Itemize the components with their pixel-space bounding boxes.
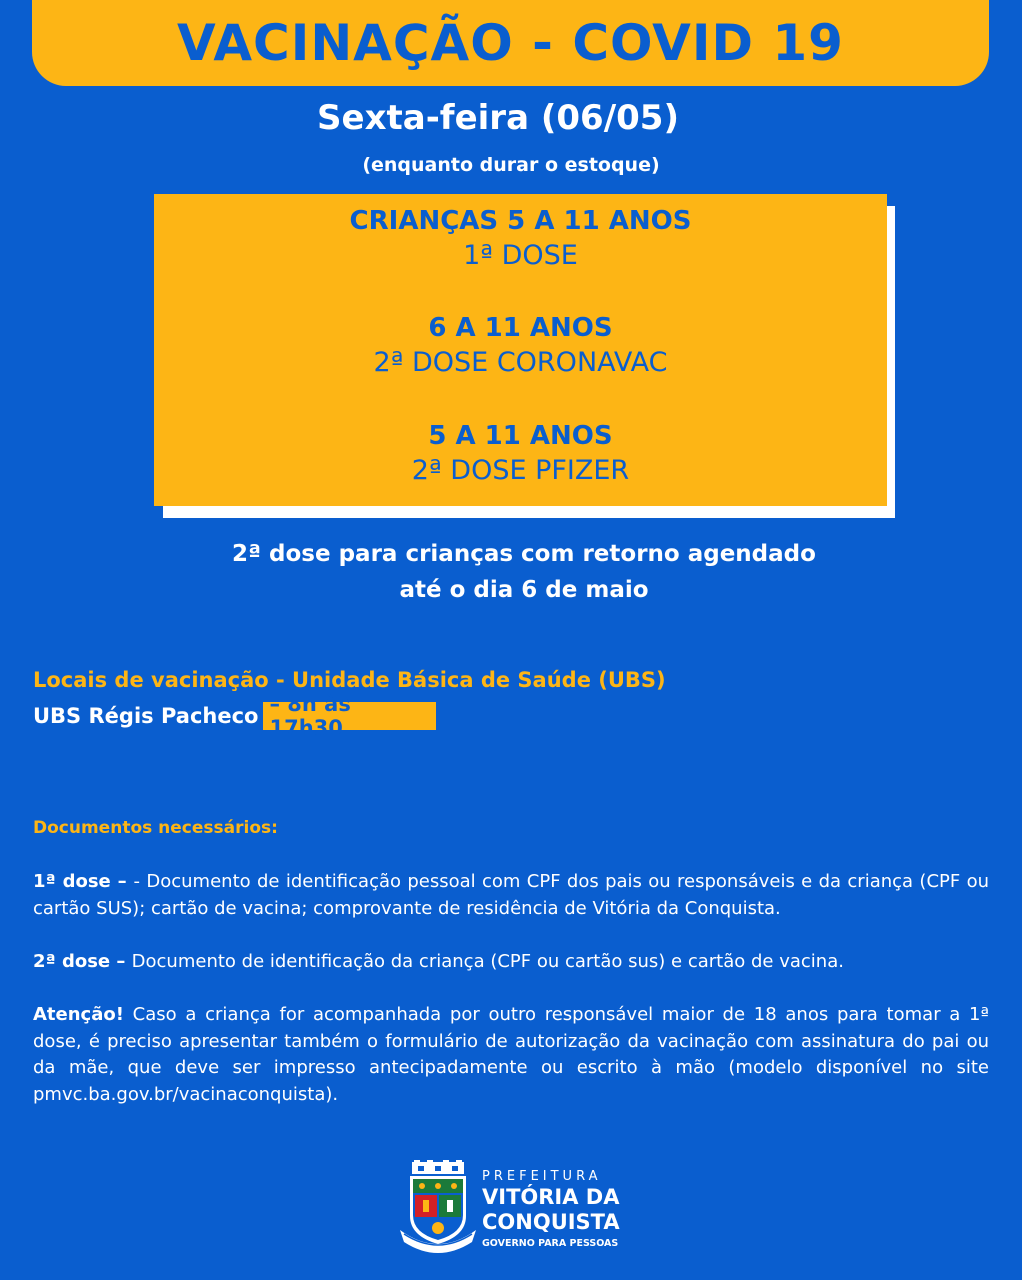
coat-of-arms-icon (398, 1160, 478, 1255)
return-note-line2: até o dia 6 de maio (399, 577, 649, 603)
dose-group-pfizer (154, 419, 887, 489)
doses-box (154, 194, 887, 506)
dose-group-title: 6 A 11 ANOS (428, 313, 613, 343)
ubs-name: UBS Régis Pacheco (33, 704, 259, 728)
page-title: VACINAÇÃO - COVID 19 (177, 14, 844, 72)
stock-note: (enquanto durar o estoque) (362, 154, 660, 176)
ubs-hours-badge: – 8h às 17h30 (263, 702, 436, 730)
second-dose-text: Documento de identificação da criança (CPF ou cartão sus) e cartão de vacina. (131, 951, 844, 972)
logo-city-line1: VITÓRIA DA (482, 1185, 620, 1209)
second-dose-label: 2ª dose – (33, 951, 132, 972)
logo-text (482, 1169, 620, 1251)
attention-paragraph (33, 1002, 989, 1108)
first-dose-paragraph (33, 869, 989, 922)
logo-prefeitura: PREFEITURA (482, 1169, 602, 1184)
attention-text: Caso a criança for acompanhada por outro responsável maior de 18 anos para tomar a 1ª dose, é preciso apresentar também o formulário de autorização da vacinação com assinatura do pai ou da mãe, que deve ser impresso antecipadamente ou escrito à mão (modelo disponível no site pmvc.ba.gov.br/vacinaconquista). (33, 1004, 989, 1105)
dose-group-title: 5 A 11 ANOS (428, 421, 613, 451)
ubs-line (33, 692, 436, 740)
logo-slogan: GOVERNO PARA PESSOAS (482, 1238, 619, 1249)
first-dose-label: 1ª dose – (33, 871, 134, 892)
dose-group-subtitle: 2ª DOSE CORONAVAC (373, 347, 668, 378)
dose-group-title: CRIANÇAS 5 A 11 ANOS (349, 206, 692, 236)
second-dose-paragraph (33, 949, 989, 976)
prefeitura-logo (398, 1160, 628, 1255)
date-heading: Sexta-feira (06/05) (317, 98, 679, 138)
dose-group-coronavac (154, 311, 887, 381)
return-note-line1: 2ª dose para crianças com retorno agendado (232, 541, 816, 567)
dose-group-subtitle: 2ª DOSE PFIZER (411, 455, 630, 486)
first-dose-text: - Documento de identificação pessoal com CPF dos pais ou responsáveis e da criança (CPF ou cartão SUS); cartão de vacina; comprovante de residência de Vitória da Conquista. (33, 871, 989, 919)
dose-group-children-first (154, 204, 887, 274)
dose-group-subtitle: 1ª DOSE (463, 240, 578, 271)
locations-title: Locais de vacinação - Unidade Básica de Saúde (UBS) (33, 668, 666, 692)
documents-title: Documentos necessários: (33, 818, 278, 838)
header-banner (32, 0, 989, 86)
logo-city-line2: CONQUISTA (482, 1210, 620, 1234)
attention-label: Atenção! (33, 1004, 124, 1025)
return-note (0, 536, 1022, 608)
